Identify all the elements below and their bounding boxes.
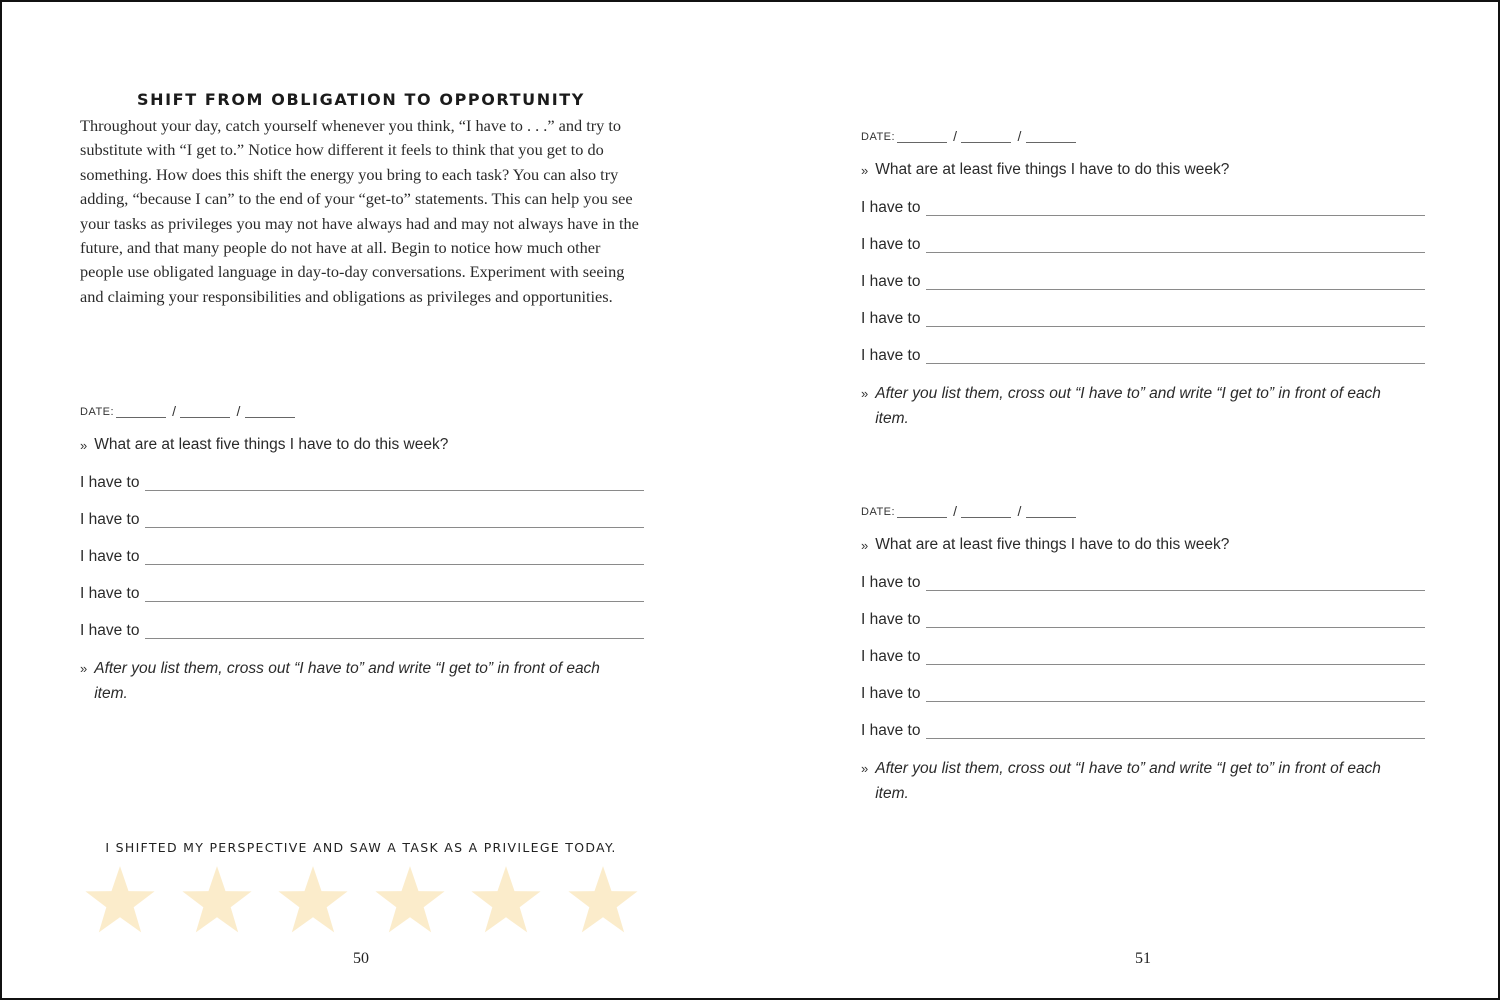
date-month-blank[interactable] [897,132,947,143]
chevron-icon: » [861,761,869,776]
answer-lines [80,455,644,640]
note-text: After you list them, cross out “I have to” and write “I get to” in front of each item. [875,760,1381,802]
date-month-blank[interactable] [116,407,166,418]
instruction-note [80,657,600,706]
journal-section-right-2 [861,500,1431,806]
write-line[interactable] [926,589,1425,591]
intro-paragraph: Throughout your day, catch yourself whenever you think, “I have to . . .” and try to substitute with “I get to.” Notice how different it feels to think that you get to do something. How does this shift the energy you bring to each task? You can also try adding, “because I can” to the end of your “get-to” statements. This can help you see your tasks as privileges you may not have always had and may not always have in the future, and that many people do not have at all. Begin to notice how much other people use obligated language in day-to-day conversations. Experiment with seeing and claiming your responsibilities and obligations as privileges and opportunities. [80,116,639,306]
right-page [751,2,1500,998]
journal-section-right-1 [861,125,1431,431]
date-separator: / [236,403,241,419]
write-line[interactable] [145,563,644,565]
journal-section-left [80,400,650,706]
write-line[interactable] [926,663,1425,665]
line-label: I have to [80,511,140,528]
answer-line[interactable] [80,455,644,492]
page-number: 50 [353,950,369,967]
prompt-text: What are at least five things I have to do this week? [875,161,1230,178]
line-label: I have to [861,199,921,216]
rating-label: I SHIFTED MY PERSPECTIVE AND SAW A TASK AS A PRIVILEGE TODAY. [105,840,617,855]
write-line[interactable] [926,214,1425,216]
instruction-note [861,382,1381,431]
note-text: After you list them, cross out “I have to” and write “I get to” in front of each item. [94,660,600,702]
date-day-blank[interactable] [961,507,1011,518]
answer-line[interactable] [80,603,644,640]
answer-line[interactable] [861,180,1425,217]
write-line[interactable] [926,362,1425,364]
answer-line[interactable] [861,703,1425,740]
answer-line[interactable] [861,555,1425,592]
question-prompt [80,435,650,455]
write-line[interactable] [926,325,1425,327]
line-label: I have to [861,611,921,628]
prompt-text: What are at least five things I have to do this week? [94,436,449,453]
line-label: I have to [861,574,921,591]
prompt-text: What are at least five things I have to do this week? [875,536,1230,553]
date-label: DATE: [861,506,896,518]
write-line[interactable] [926,737,1425,739]
answer-line[interactable] [80,566,644,603]
left-page [2,2,751,998]
chevron-icon: » [861,537,869,553]
answer-lines [861,555,1425,740]
date-label: DATE: [80,406,115,418]
page-number: 51 [1135,950,1151,967]
date-separator: / [1017,503,1022,519]
question-prompt [861,535,1431,555]
date-day-blank[interactable] [961,132,1011,143]
date-separator: / [1017,128,1022,144]
line-label: I have to [80,622,140,639]
line-label: I have to [80,548,140,565]
line-label: I have to [861,310,921,327]
date-year-blank[interactable] [1026,507,1076,518]
star-icon[interactable] [277,864,349,936]
note-text: After you list them, cross out “I have to” and write “I get to” in front of each item. [875,385,1381,427]
answer-line[interactable] [861,666,1425,703]
date-separator: / [953,128,958,144]
page-title: SHIFT FROM OBLIGATION TO OPPORTUNITY [137,90,585,109]
answer-line[interactable] [861,592,1425,629]
write-line[interactable] [926,251,1425,253]
line-label: I have to [861,273,921,290]
chevron-icon: » [80,661,88,676]
line-label: I have to [861,648,921,665]
line-label: I have to [80,474,140,491]
line-label: I have to [861,685,921,702]
star-icon[interactable] [374,864,446,936]
date-field [861,500,1431,518]
instruction-note [861,757,1381,806]
star-icon[interactable] [567,864,639,936]
star-rating [84,864,663,936]
star-icon[interactable] [181,864,253,936]
date-year-blank[interactable] [245,407,295,418]
answer-line[interactable] [861,291,1425,328]
answer-line[interactable] [861,254,1425,291]
answer-lines [861,180,1425,365]
chevron-icon: » [861,386,869,401]
chevron-icon: » [80,437,88,453]
write-line[interactable] [145,600,644,602]
line-label: I have to [80,585,140,602]
write-line[interactable] [145,526,644,528]
date-year-blank[interactable] [1026,132,1076,143]
star-icon[interactable] [470,864,542,936]
line-label: I have to [861,722,921,739]
date-field [80,400,650,418]
write-line[interactable] [926,288,1425,290]
star-icon[interactable] [84,864,156,936]
write-line[interactable] [145,637,644,639]
answer-line[interactable] [80,529,644,566]
date-separator: / [953,503,958,519]
line-label: I have to [861,236,921,253]
answer-line[interactable] [861,629,1425,666]
line-label: I have to [861,347,921,364]
answer-line[interactable] [861,328,1425,365]
date-day-blank[interactable] [180,407,230,418]
write-line[interactable] [926,700,1425,702]
write-line[interactable] [926,626,1425,628]
date-label: DATE: [861,131,896,143]
date-month-blank[interactable] [897,507,947,518]
answer-line[interactable] [80,492,644,529]
date-separator: / [172,403,177,419]
write-line[interactable] [145,489,644,491]
chevron-icon: » [861,162,869,178]
answer-line[interactable] [861,217,1425,254]
date-field [861,125,1431,143]
question-prompt [861,160,1431,180]
